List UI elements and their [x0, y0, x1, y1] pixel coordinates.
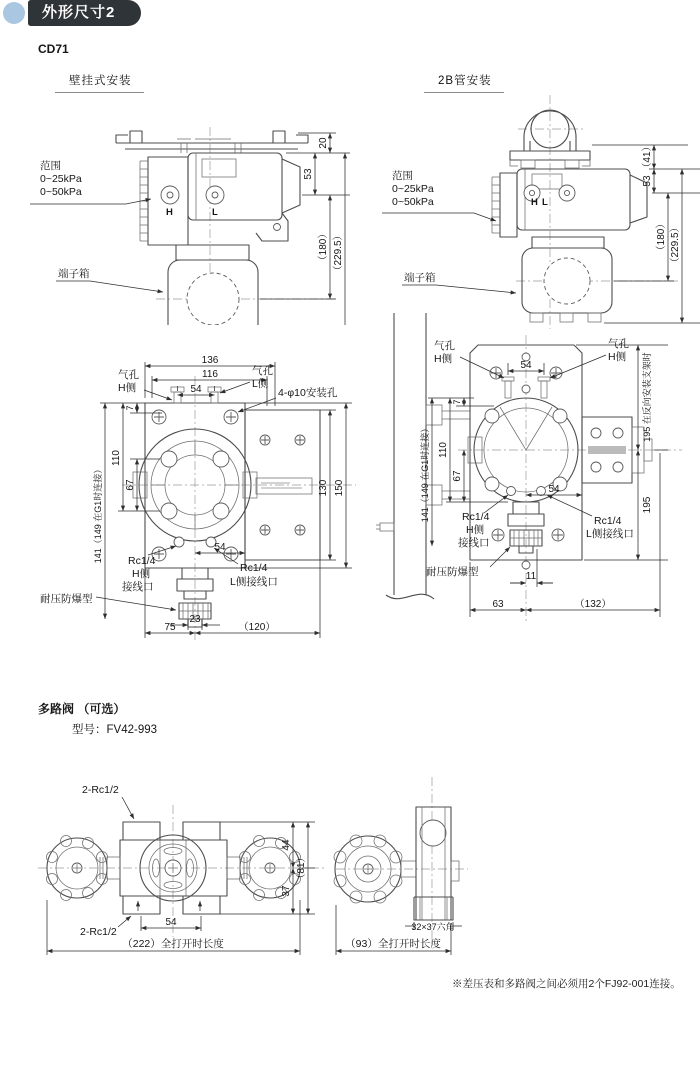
transmitter-front: [468, 377, 578, 502]
hex-label: 32×37六角: [411, 922, 455, 932]
dim-label-23: 23: [189, 614, 201, 625]
manifold-title: 多路阀 （可选）: [38, 702, 126, 716]
dim-label-141: 141（149 在G1时连接）: [420, 423, 430, 523]
dim-label-7: 7: [452, 399, 462, 405]
dim-label-67: 67: [125, 479, 136, 491]
centerlines: [38, 777, 468, 947]
dim-label-41: （41）: [642, 141, 653, 173]
range-value-1: 0~25kPa: [40, 173, 82, 185]
dim-label-130: 130: [318, 479, 329, 497]
rc14-h-label-2: H侧: [132, 568, 151, 580]
range-value-2: 0~50kPa: [392, 196, 434, 208]
flameproof-label: 耐压防爆型: [426, 566, 479, 578]
range-label: 范围: [392, 170, 413, 182]
rc14-l-label-2: L侧接线口: [586, 528, 634, 540]
rc14-l-label-1: Rc1/4: [594, 515, 622, 527]
port-h-letter: H: [166, 207, 173, 218]
range-value-2: 0~50kPa: [40, 186, 82, 198]
dim-label-110: 110: [111, 450, 122, 466]
dim-label-54-mid: 54: [548, 484, 560, 495]
dim-label-180: （180）: [656, 218, 667, 256]
dim-label-132: （132）: [574, 599, 612, 610]
dim-label-229-5: （229.5）: [670, 222, 681, 268]
model-label: CD71: [38, 42, 69, 56]
dim-label-44: 44: [281, 839, 292, 851]
manifold-valve-drawing: [30, 765, 680, 975]
pipe-mount-front-drawing: [370, 295, 700, 633]
dim-label-54-top: 54: [520, 360, 532, 371]
manifold-model: 型号：FV42-993: [72, 724, 158, 736]
wall-bracket: [116, 131, 308, 153]
dim-label-81: （81）: [296, 852, 307, 884]
dim-label-37: 37: [281, 885, 292, 897]
dim-label-7: 7: [125, 405, 135, 411]
port-h-letter: H: [531, 197, 538, 208]
dim-label-229-5: （229.5）: [333, 230, 344, 276]
pipe-mount-title: 2B管安装: [424, 72, 504, 93]
wall-mount-side-drawing: [30, 95, 360, 325]
rc14-h-label-1: Rc1/4: [462, 511, 490, 523]
terminal-box-label: 端子箱: [58, 268, 90, 280]
dim-label-75: 75: [164, 622, 176, 633]
dim-label-54-top: 54: [190, 384, 202, 395]
dim-label-120: （120）: [238, 622, 276, 633]
flameproof-label: 耐压防爆型: [40, 593, 93, 605]
port-l-letter: L: [212, 207, 218, 218]
dim-label-54-mid: 54: [214, 542, 226, 553]
dim-label-195: 195: [642, 496, 653, 514]
vent-left-label-2: H侧: [434, 353, 453, 365]
rc14-l-label-2: L侧接线口: [230, 576, 278, 588]
valve-side-view: [334, 807, 459, 920]
dim-label-11: 11: [525, 571, 537, 582]
dim-label-63: 63: [492, 599, 504, 610]
port-l-letter: L: [542, 197, 548, 208]
rc14-l-label-1: Rc1/4: [240, 562, 268, 574]
vent-h-label-1: 气孔: [118, 369, 139, 381]
wall-mount-front-drawing: [30, 348, 362, 650]
dim-label-180: （180）: [318, 228, 329, 266]
wall-mount-title: 壁挂式安装: [55, 72, 144, 93]
section-banner: [0, 0, 141, 26]
vent-h-label-2: H侧: [118, 382, 137, 394]
rc12-bottom-label: 2-Rc1/2: [80, 926, 117, 938]
page-title: 外形尺寸2: [28, 0, 141, 26]
vent-right-label-1: 气孔: [608, 338, 629, 350]
dim-label-222: （222）全打开时长度: [122, 938, 224, 950]
dim-label-141: 141（149 在G1时连接）: [93, 464, 103, 564]
dim-label-93: （93）全打开时长度: [345, 938, 441, 950]
vent-left-label-1: 气孔: [434, 340, 455, 352]
rc14-h-label-3: 接线口: [122, 581, 154, 593]
vent-l-label-2: L侧: [252, 378, 269, 390]
centerlines: [156, 127, 338, 319]
section-bullet-icon: [3, 2, 25, 24]
dim-label-116: 116: [202, 369, 218, 380]
centerlines: [516, 95, 678, 329]
dim-label-67: 67: [452, 470, 463, 482]
dim-label-53: 53: [642, 175, 653, 187]
dim-label-110: 110: [438, 442, 449, 458]
mounting-holes-label: 4-φ10安装孔: [278, 387, 338, 399]
terminal-box-label: 端子箱: [404, 272, 436, 284]
rc14-h-label-2: H侧: [466, 524, 485, 536]
dim-label-136: 136: [201, 355, 219, 366]
range-value-1: 0~25kPa: [392, 183, 434, 195]
dim-label-20: 20: [318, 137, 329, 149]
rc14-h-label-1: Rc1/4: [128, 555, 156, 567]
dim-label-53: 53: [303, 168, 314, 180]
range-label: 范围: [40, 160, 61, 172]
rc12-top-label: 2-Rc1/2: [82, 784, 119, 796]
vent-right-label-2: H侧: [608, 351, 627, 363]
rc14-h-label-3: 接线口: [458, 537, 490, 549]
connector-note: ※差压表和多路阀之间必须用2个FJ92-001连接。: [452, 978, 681, 990]
bracket-reverse-note: 195 在反向安装支架时: [642, 352, 652, 442]
dim-label-150: 150: [334, 479, 345, 497]
vent-l-label-1: 气孔: [252, 365, 273, 377]
dim-label-54: 54: [165, 917, 177, 928]
